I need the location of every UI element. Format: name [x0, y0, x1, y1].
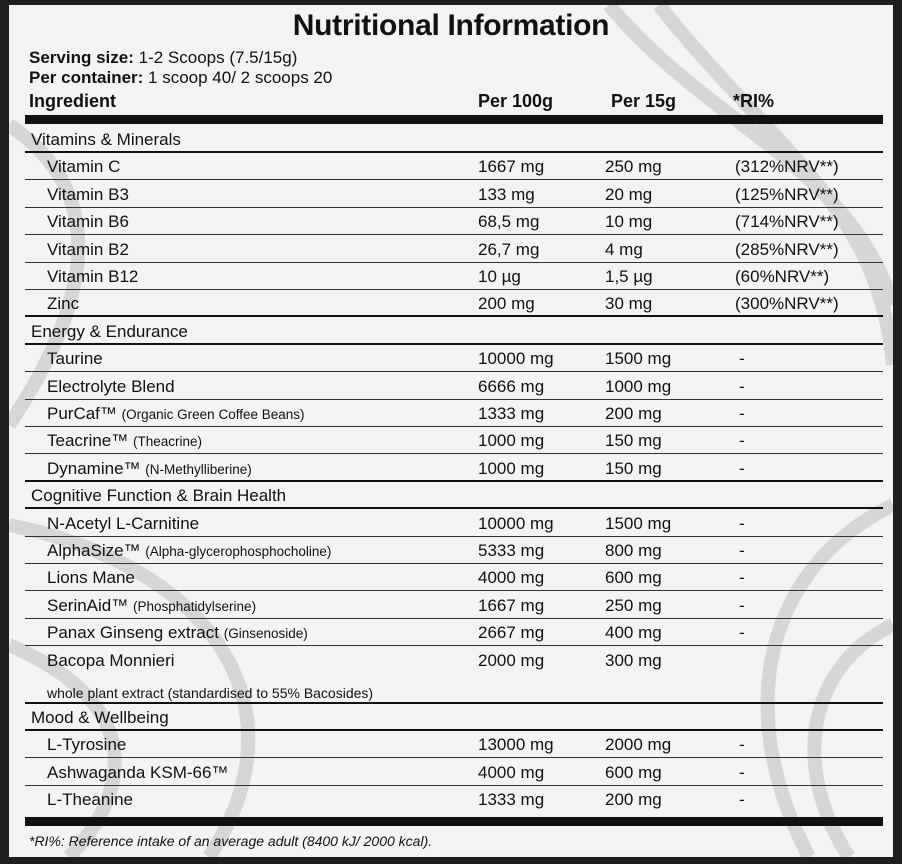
table-row: [9, 564, 893, 591]
ri-value: (285%NRV**): [735, 239, 839, 259]
table-row: [9, 455, 893, 482]
per-15g-value: 150 mg: [605, 458, 662, 478]
ingredient-name: [47, 240, 129, 260]
table-row: [9, 263, 893, 290]
per-100g-value: 5333 mg: [478, 541, 545, 560]
per-15g-value: 600 mg: [605, 762, 662, 782]
section-title: Vitamins & Minerals: [31, 130, 181, 149]
per-15g-value: 150 mg: [605, 431, 662, 451]
section-title: Energy & Endurance: [31, 321, 188, 341]
nutrition-panel: [9, 5, 893, 857]
per-15g-value: 250 mg: [605, 157, 662, 177]
per-100g-value: 4000 mg: [478, 568, 545, 588]
per-15g-value: 250 mg: [605, 595, 662, 615]
ingredient-subtext: (Ginsenoside): [223, 626, 308, 642]
per-15g-value: 1500 mg: [605, 513, 672, 533]
ingredient-name: [47, 763, 228, 783]
per-15g-value: 200 mg: [605, 790, 662, 810]
ri-value: -: [739, 431, 745, 451]
per-15g-value: 200 mg: [605, 404, 662, 423]
table-row: [9, 510, 893, 537]
per-15g-value: 2000 mg: [605, 735, 672, 755]
ri-value: -: [739, 762, 745, 782]
table-row: [9, 619, 893, 646]
table-row: [9, 345, 893, 372]
per-15g-value: 1000 mg: [605, 376, 672, 396]
ingredient-label: Zinc: [47, 294, 80, 314]
ingredient-subtext: (Theacrine): [133, 434, 203, 450]
table-row: [9, 647, 893, 674]
ingredient-label: Electrolyte Blend: [47, 376, 175, 396]
ingredient-name: [47, 596, 256, 616]
ri-value: -: [739, 513, 745, 533]
ingredient-name: [47, 514, 199, 534]
ingredient-subtext: (N-Methylliberine): [145, 461, 252, 477]
header-ingredient: Ingredient: [29, 91, 117, 111]
ingredient-name: [47, 294, 79, 314]
ri-value: (714%NRV**): [735, 212, 839, 232]
ingredient-label: SerinAid™: [47, 595, 129, 615]
per-15g-value: 800 mg: [605, 541, 662, 560]
per-100g-value: 26,7 mg: [478, 239, 540, 259]
bacopa-note: whole plant extract (standardised to 55% Bacosides): [47, 685, 374, 701]
table-row: [9, 236, 893, 263]
ri-value: -: [739, 623, 745, 643]
ingredient-label: L-Theanine: [47, 790, 134, 810]
per-100g-value: 4000 mg: [478, 762, 545, 782]
per-100g-value: 10000 mg: [478, 513, 554, 533]
header-per-15g: Per 15g: [611, 91, 677, 111]
per-100g-value: 133 mg: [478, 184, 535, 204]
ingredient-name: [47, 185, 129, 205]
ingredient-name: [47, 459, 252, 479]
ingredient-name: [47, 541, 331, 561]
per-15g-value: 600 mg: [605, 568, 662, 588]
section-header: [9, 704, 893, 731]
ri-value: (300%NRV**): [735, 294, 839, 314]
ingredient-label: Dynamine™: [47, 458, 141, 478]
per-100g-value: 1667 mg: [478, 595, 545, 615]
ingredient-subtext: (Alpha-glycerophosphocholine): [145, 544, 332, 559]
ingredient-label: Vitamin B6: [47, 212, 129, 232]
per-100g-value: 2000 mg: [478, 650, 545, 670]
ri-value: -: [739, 790, 745, 810]
section-header: [9, 126, 893, 153]
ri-value: -: [739, 458, 745, 478]
section-title: Mood & Wellbeing: [31, 708, 169, 727]
ingredient-name: [47, 735, 126, 755]
table-row: [9, 786, 893, 813]
per-100g-value: 1000 mg: [478, 458, 545, 478]
per-15g-value: 1,5 µg: [605, 267, 653, 286]
ingredient-label: N-Acetyl L-Carnitine: [47, 513, 200, 533]
per-container: Per container: 1 scoop 40/ 2 scoops 20: [29, 68, 333, 87]
ingredient-label: Vitamin B3: [47, 184, 129, 204]
footnote: *RI%: Reference intake of an average adult (8400 kJ/ 2000 kcal).: [29, 833, 433, 849]
ri-value: -: [739, 735, 745, 755]
ingredient-name: [47, 404, 305, 424]
per-15g-value: 400 mg: [605, 623, 662, 643]
ingredient-name: [47, 212, 129, 232]
section-title: Cognitive Function & Brain Health: [31, 486, 287, 506]
per-100g-value: 2667 mg: [478, 623, 545, 643]
header-rule: [25, 115, 883, 124]
table-row: [9, 290, 893, 317]
ingredient-label: L-Tyrosine: [47, 735, 127, 755]
ingredient-name: [47, 568, 135, 588]
per-15g-value: 4 mg: [605, 239, 643, 259]
section-header: [9, 482, 893, 509]
ingredient-name: [47, 157, 120, 177]
ingredient-label: Vitamin B12: [47, 267, 139, 286]
ingredient-name: [47, 377, 175, 397]
per-100g-value: 1667 mg: [478, 157, 545, 177]
per-15g-value: 30 mg: [605, 294, 653, 314]
table-row: [9, 400, 893, 427]
table-row: [9, 592, 893, 619]
ri-value: -: [739, 541, 745, 560]
ingredient-label: Vitamin B2: [47, 239, 129, 259]
ingredient-label: Taurine: [47, 349, 103, 369]
serving-size: Serving size: 1-2 Scoops (7.5/15g): [29, 48, 298, 67]
ingredient-name: [47, 623, 308, 643]
per-100g-value: 6666 mg: [478, 376, 545, 396]
ingredient-label: Panax Ginseng extract: [47, 623, 219, 643]
ri-value: (125%NRV**): [735, 184, 839, 204]
header-per-100g: Per 100g: [478, 91, 554, 111]
table-row: [9, 759, 893, 786]
per-100g-value: 1333 mg: [478, 790, 545, 810]
table-row: [9, 153, 893, 180]
footer-rule: [25, 817, 883, 826]
ri-value: (60%NRV**): [735, 267, 830, 286]
per-15g-value: 20 mg: [605, 184, 653, 204]
table-row: [9, 427, 893, 454]
ingredient-subtext: (Phosphatidylserine): [133, 598, 257, 614]
ingredient-name: [47, 790, 133, 810]
ingredient-label: Bacopa Monnieri: [47, 650, 175, 670]
per-15g-value: 10 mg: [605, 212, 653, 232]
per-100g-value: 1000 mg: [478, 431, 545, 451]
ri-value: -: [739, 376, 745, 396]
header-ri: *RI%: [733, 91, 775, 111]
ingredient-label: Teacrine™: [47, 431, 129, 451]
per-100g-value: 13000 mg: [478, 735, 554, 755]
ingredient-name: [47, 267, 138, 287]
ingredient-label: AlphaSize™: [47, 541, 141, 560]
ingredient-subtext: (Organic Green Coffee Beans): [121, 407, 305, 422]
page-title: Nutritional Information: [292, 9, 610, 42]
per-15g-value: 1500 mg: [605, 349, 672, 369]
ri-value: -: [739, 404, 745, 423]
table-row: [9, 373, 893, 400]
per-100g-value: 10 µg: [478, 267, 521, 286]
per-100g-value: 68,5 mg: [478, 212, 540, 232]
ri-value: -: [739, 595, 745, 615]
per-100g-value: 200 mg: [478, 294, 535, 314]
table-row: [9, 181, 893, 208]
table-row: [9, 208, 893, 235]
ri-value: -: [739, 349, 745, 369]
ingredient-name: [47, 349, 103, 369]
ri-value: -: [739, 568, 745, 588]
ingredient-label: Lions Mane: [47, 568, 135, 588]
ri-value: (312%NRV**): [735, 157, 839, 177]
per-100g-value: 1333 mg: [478, 404, 545, 423]
ingredient-label: Ashwaganda KSM-66™: [47, 762, 229, 782]
ingredient-label: PurCaf™: [47, 404, 117, 423]
ingredient-label: Vitamin C: [47, 157, 121, 177]
per-15g-value: 300 mg: [605, 650, 662, 670]
ingredient-name: [47, 431, 202, 451]
table-row: [9, 537, 893, 564]
ingredient-name: [47, 651, 175, 671]
per-100g-value: 10000 mg: [478, 349, 554, 369]
table-row: [9, 731, 893, 758]
section-header: [9, 318, 893, 345]
